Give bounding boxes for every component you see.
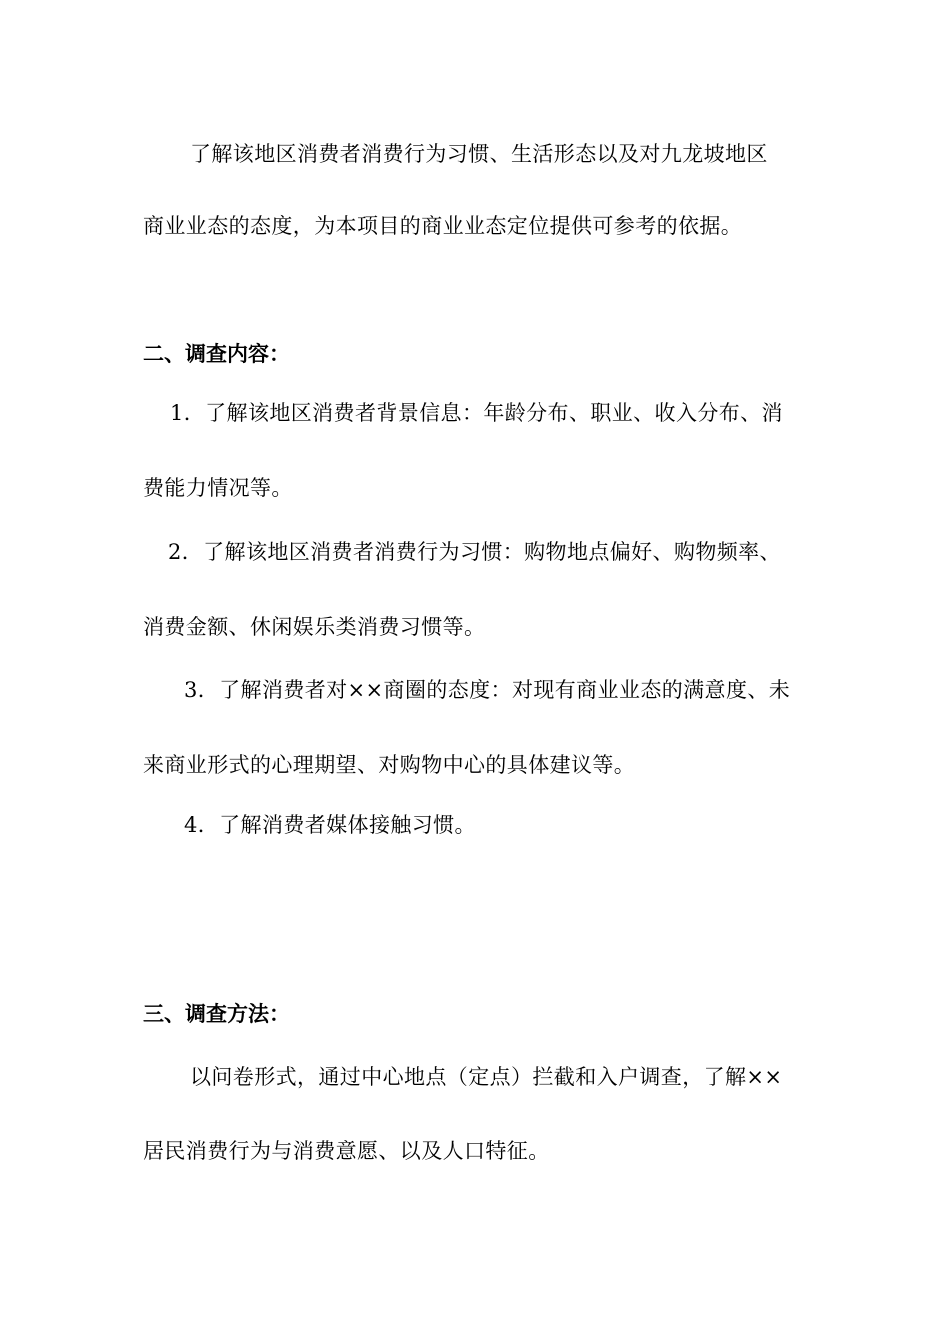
section-3-heading: 三、调查方法： bbox=[143, 1001, 290, 1026]
item-1-line-2: 费能力情况等。 bbox=[143, 476, 293, 500]
item-1-line-1: 1．了解该地区消费者背景信息：年龄分布、职业、收入分布、消 bbox=[170, 401, 783, 425]
item-2-line-1: 2．了解该地区消费者消费行为习惯：购物地点偏好、购物频率、 bbox=[168, 540, 781, 564]
method-line-1: 以问卷形式，通过中心地点（定点）拦截和入户调查，了解×× bbox=[190, 1065, 783, 1089]
item-4-line-1: 4．了解消费者媒体接触习惯。 bbox=[184, 813, 476, 837]
section-2-heading: 二、调查内容： bbox=[143, 341, 290, 366]
item-3-line-2: 来商业形式的心理期望、对购物中心的具体建议等。 bbox=[143, 753, 636, 777]
intro-line-2: 商业业态的态度，为本项目的商业业态定位提供可参考的依据。 bbox=[143, 214, 743, 238]
item-3-line-1: 3．了解消费者对××商圈的态度：对现有商业业态的满意度、未 bbox=[184, 678, 791, 702]
intro-line-1: 了解该地区消费者消费行为习惯、生活形态以及对九龙坡地区 bbox=[190, 142, 768, 166]
method-line-2: 居民消费行为与消费意愿、以及人口特征。 bbox=[143, 1139, 550, 1163]
item-2-line-2: 消费金额、休闲娱乐类消费习惯等。 bbox=[143, 615, 486, 639]
